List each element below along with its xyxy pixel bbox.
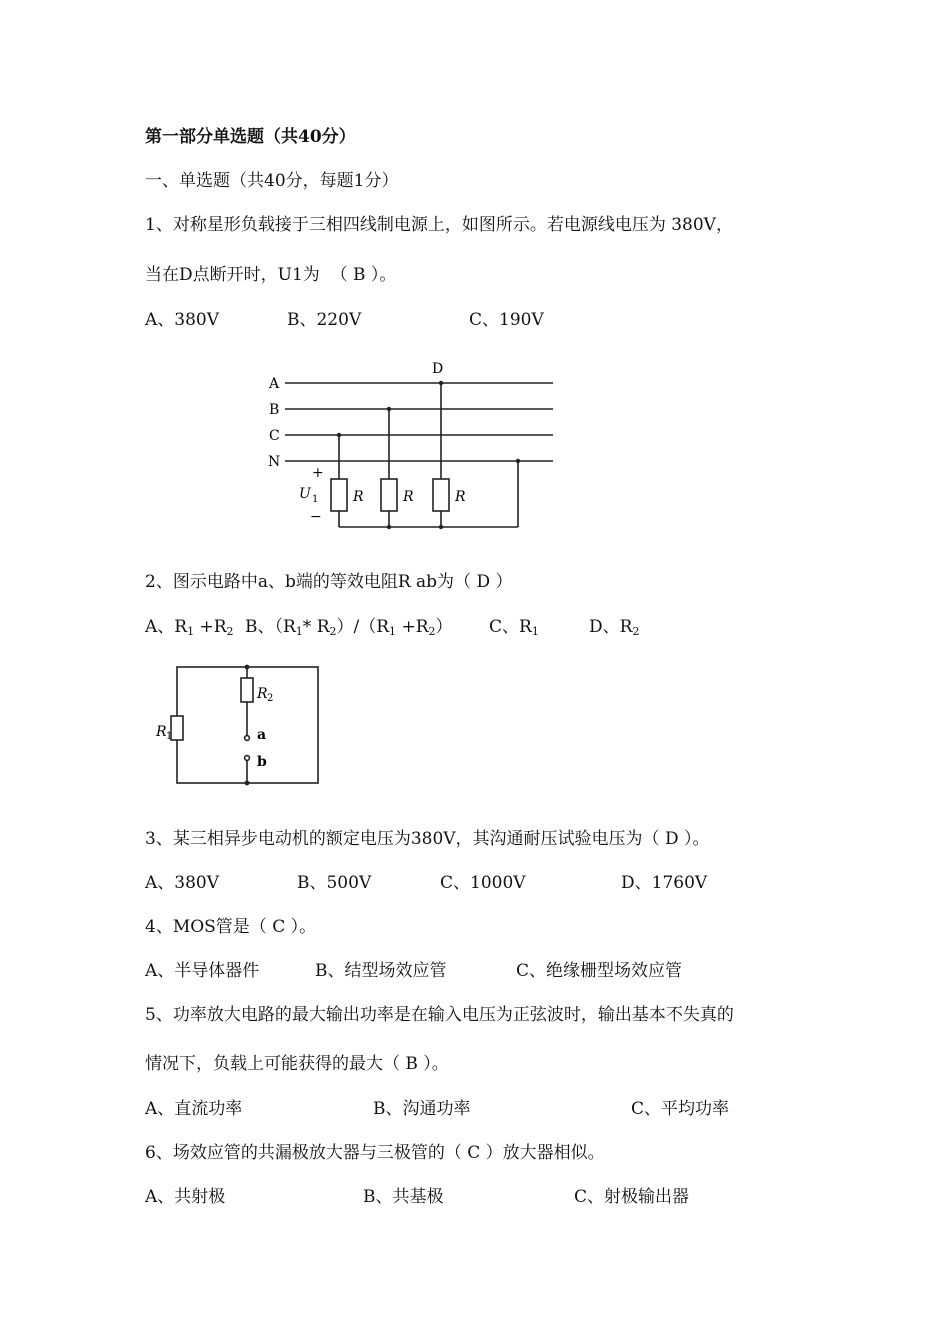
question-5-option-b: B、沟通功率 [373, 1099, 471, 1119]
point-label-d: D [432, 361, 444, 377]
r2-label-subscript: 2 [267, 693, 274, 704]
question-4-option-c: C、绝缘栅型场效应管 [516, 961, 683, 981]
line-label-n: N [268, 454, 281, 470]
r1-label-subscript: 1 [166, 731, 173, 742]
question-2-option-a: A、$R_1 +R_2$ [145, 617, 234, 638]
question-4-option-a: A、半导体器件 [145, 961, 260, 981]
three-phase-circuit-diagram [255, 355, 565, 540]
question-3-option-b: B、500V [297, 873, 372, 893]
question-5-option-c: C、平均功率 [631, 1099, 730, 1119]
section-title: 第一部分单选题（共40分） [145, 127, 356, 147]
line-label-b: B [269, 402, 280, 418]
r2-label: R [257, 686, 268, 702]
question-6-option-a: A、共射极 [145, 1187, 226, 1207]
question-1-stem-line-1: 1、对称星形负载接于三相四线制电源上，如图所示。若电源线电压为 380V， [145, 215, 733, 235]
terminal-b-label: b [257, 754, 267, 770]
question-1-option-a: A、380V [145, 310, 220, 330]
line-label-c: C [269, 428, 280, 444]
voltage-label-subscript: 1 [312, 494, 319, 505]
resistor-label-1: R [353, 489, 364, 505]
terminal-a-label: a [257, 727, 267, 743]
resistor-label-3: R [455, 489, 466, 505]
question-1-option-b: B、220V [287, 310, 362, 330]
question-4-option-b: B、结型场效应管 [315, 961, 447, 981]
r1-label: R [156, 724, 167, 740]
question-2-option-b: B、（$R_1*$ $R_2)/(R_1 +R_2)$ [245, 617, 453, 638]
question-1-option-c: C、190V [469, 310, 544, 330]
voltage-minus-sign: − [310, 509, 322, 525]
question-5-stem-line-2: 情况下，负载上可能获得的最大（ B ）。 [145, 1054, 449, 1074]
question-6-stem: 6、场效应管的共漏极放大器与三极管的（ C ）放大器相似。 [145, 1143, 605, 1163]
question-6-option-c: C、射极输出器 [574, 1187, 690, 1207]
question-3-option-d: D、1760V [621, 873, 708, 893]
question-2-stem: 2、图示电路中a、b端的等效电阻R ab为（ D ） [145, 572, 513, 592]
voltage-label: U [299, 486, 311, 502]
question-1-stem-line-2: 当在D点断开时，U1为 （ B ）。 [145, 265, 397, 285]
question-4-stem: 4、MOS管是（ C ）。 [145, 917, 317, 937]
question-3-stem: 3、某三相异步电动机的额定电压为380V，其沟通耐压试验电压为（ D ）。 [145, 829, 710, 849]
question-2-option-c: C、$R_1$ [489, 617, 539, 638]
question-6-option-b: B、共基极 [363, 1187, 444, 1207]
resistor-label-2: R [403, 489, 414, 505]
voltage-plus-sign: + [312, 465, 324, 481]
question-3-option-c: C、1000V [440, 873, 526, 893]
line-label-a: A [269, 376, 280, 392]
question-5-stem-line-1: 5、功率放大电路的最大输出功率是在输入电压为正弦波时，输出基本不失真的 [145, 1005, 734, 1025]
question-3-option-a: A、380V [145, 873, 220, 893]
question-2-option-d: D、$R_2$ [589, 617, 640, 638]
subsection-title: 一、单选题（共40分，每题1分） [145, 171, 399, 191]
question-5-option-a: A、直流功率 [145, 1099, 243, 1119]
resistance-circuit-diagram [150, 655, 330, 795]
